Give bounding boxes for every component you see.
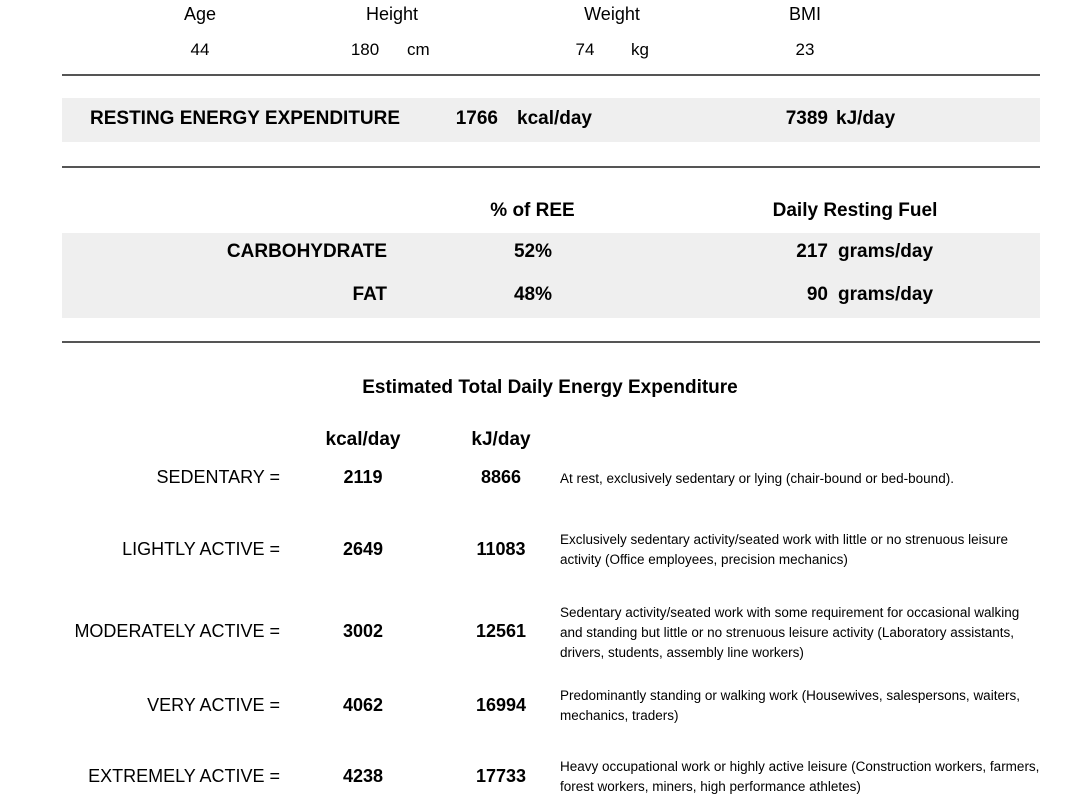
- ree-kj-unit: kJ/day: [836, 108, 896, 129]
- weight-unit: kg: [631, 40, 649, 59]
- bmi-header: BMI: [788, 4, 821, 24]
- ree-kcal-unit: kcal/day: [517, 108, 592, 129]
- activity-level-label: SEDENTARY =: [156, 467, 280, 487]
- fuel-row-grams: 217: [796, 241, 828, 262]
- activity-level-label: LIGHTLY ACTIVE =: [122, 539, 280, 559]
- height-header: Height: [365, 4, 419, 24]
- divider: [62, 74, 1040, 76]
- activity-kcal: 2119: [343, 467, 383, 487]
- activity-kj: 12561: [475, 621, 527, 641]
- activity-description: Exclusively sedentary activity/seated work with little or no strenuous leisure activity (Office employees, precision mechanics): [560, 532, 1008, 567]
- tdee-title: Estimated Total Daily Energy Expenditure: [362, 377, 738, 398]
- weight-header: Weight: [584, 4, 640, 24]
- bmi-value: 23: [795, 40, 815, 59]
- fuel-row-pct: 52%: [513, 241, 553, 262]
- age-value: 44: [190, 40, 210, 59]
- age-header: Age: [183, 4, 217, 24]
- fuel-row-grams: 90: [806, 284, 828, 305]
- activity-description: Sedentary activity/seated work with some requirement for occasional walking and standing but little or no strenuous leisure activity (Laboratory assistants, drivers, students, assembly line workers): [560, 605, 1020, 660]
- activity-kj: 16994: [475, 695, 527, 715]
- divider: [62, 166, 1040, 168]
- fuel-row-label: CARBOHYDRATE: [226, 241, 387, 262]
- activity-level-label: EXTREMELY ACTIVE =: [88, 766, 280, 786]
- fuel-pct-header: % of REE: [490, 200, 575, 221]
- activity-kj: 8866: [480, 467, 522, 487]
- activity-kcal: 4238: [342, 766, 384, 786]
- tdee-kj-header: kJ/day: [471, 429, 531, 450]
- activity-kj: 11083: [476, 539, 526, 559]
- activity-kj: 17733: [475, 766, 527, 786]
- fuel-row-pct: 48%: [513, 284, 553, 305]
- activity-kcal: 3002: [342, 621, 384, 641]
- ree-label: RESTING ENERGY EXPENDITURE: [90, 108, 401, 129]
- weight-value: 74: [575, 40, 595, 59]
- ree-kj-value: 7389: [785, 108, 828, 129]
- fuel-row-unit: grams/day: [838, 241, 934, 262]
- activity-description: Predominantly standing or walking work (Housewives, salespersons, waiters, mechanics, traders): [560, 688, 1020, 723]
- tdee-kcal-header: kcal/day: [325, 429, 401, 450]
- ree-kcal-value: 1766: [455, 108, 498, 129]
- height-value: 180: [350, 40, 380, 59]
- activity-kcal: 4062: [342, 695, 384, 715]
- divider: [62, 341, 1040, 343]
- activity-level-label: MODERATELY ACTIVE =: [74, 621, 280, 641]
- activity-kcal: 2649: [342, 539, 384, 559]
- activity-description: Heavy occupational work or highly active leisure (Construction workers, farmers, forest workers, miners, high performance athletes): [560, 759, 1040, 794]
- height-unit: cm: [407, 40, 430, 59]
- fuel-daily-header: Daily Resting Fuel: [772, 200, 938, 221]
- fuel-row-unit: grams/day: [838, 284, 934, 305]
- activity-level-label: VERY ACTIVE =: [147, 695, 280, 715]
- fuel-row-label: FAT: [352, 284, 387, 305]
- activity-description: At rest, exclusively sedentary or lying (chair-bound or bed-bound).: [560, 471, 954, 486]
